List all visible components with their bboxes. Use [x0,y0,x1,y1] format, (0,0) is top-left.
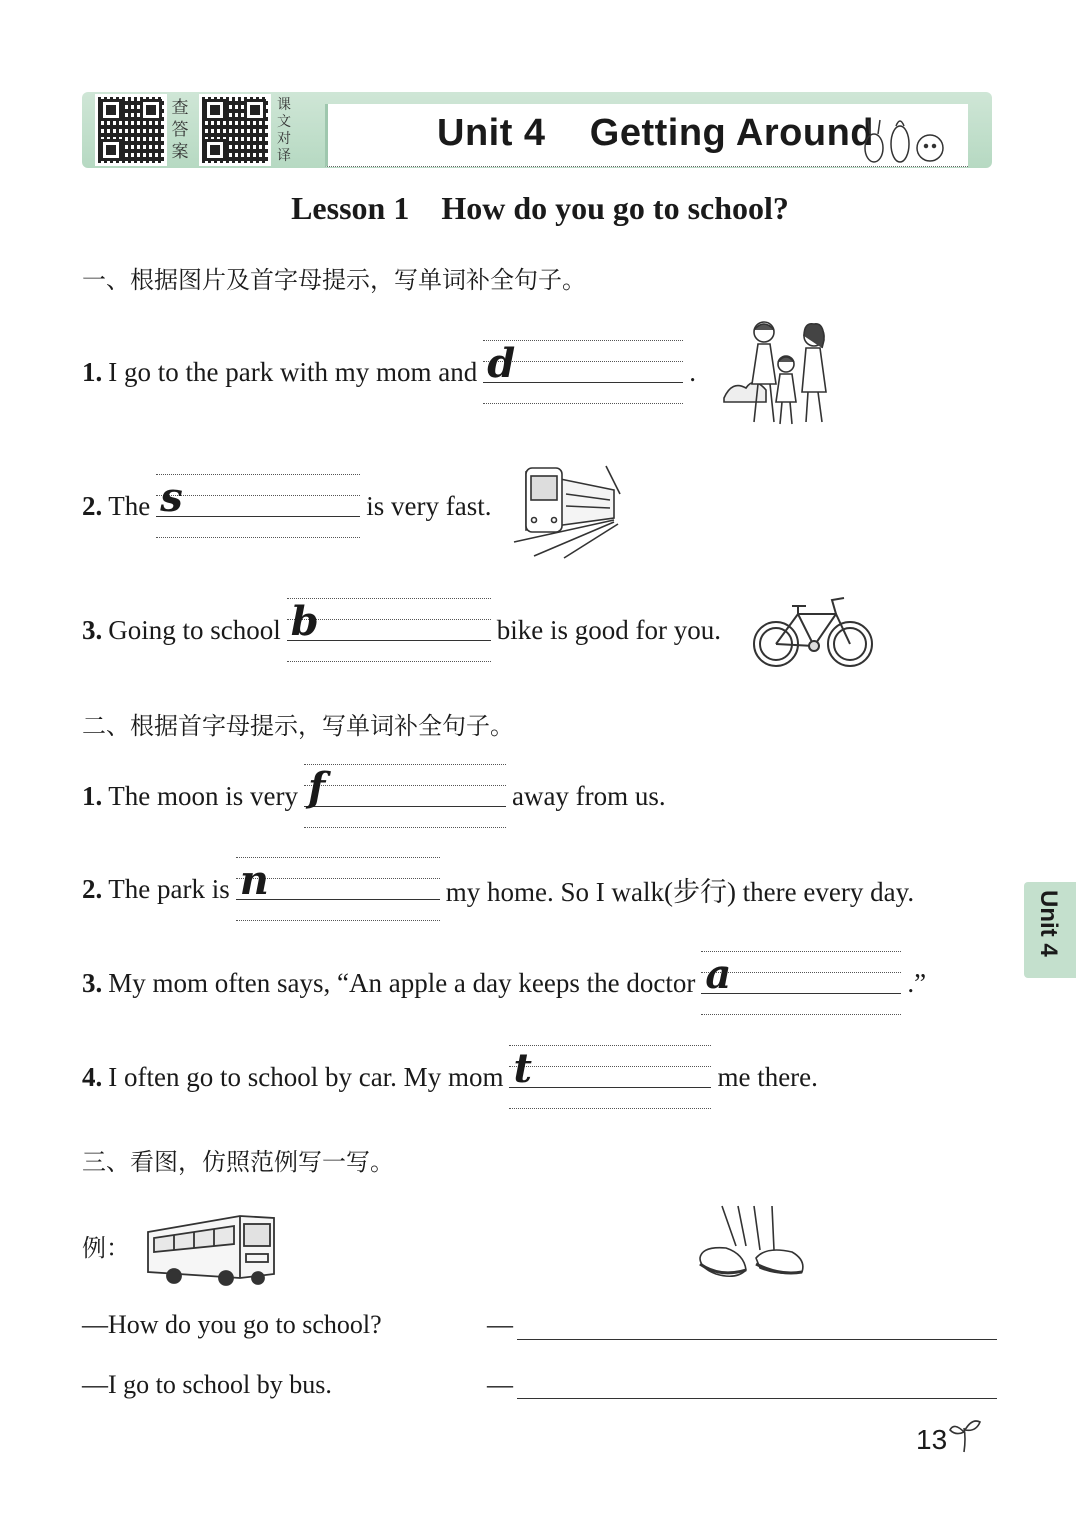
hint-letter: b [290,598,319,645]
walking-feet-illustration [696,1206,808,1284]
part1-heading: 一、根据图片及首字母提示，写单词补全句子。 [82,266,586,294]
part1-item-3: 3. Going to school b bike is good for you. [82,598,721,662]
page-number: 13 [916,1424,948,1455]
qr-label-translation: 课 文 对 译 [277,97,291,164]
example-label: 例： [82,1234,130,1262]
hint-letter: t [513,1045,532,1092]
answer-blank[interactable] [287,598,491,662]
part3-heading: 三、看图，仿照范例写一写。 [82,1148,394,1176]
part2-item-4: 4. I often go to school by car. My mom t me there. [82,1045,818,1109]
subway-train-illustration [514,460,624,558]
part2-item-3: 3. My mom often says, “An apple a day keeps the doctor a .” [82,951,926,1015]
family-walking-illustration [722,318,842,428]
sprout-icon [950,1418,982,1454]
hint-letter: a [705,951,732,998]
answer-blank[interactable] [483,340,683,404]
bicycle-illustration [752,592,874,672]
example-question: —How do you go to school? [82,1310,382,1339]
hint-letter: d [487,340,516,387]
hint-letter: n [239,857,269,904]
answer-blank[interactable] [509,1045,711,1109]
hint-letter: f [307,764,326,811]
part2-item-2: 2. The park is n my home. So I walk(步行) there every day. [82,857,914,921]
answer-blank[interactable] [304,764,506,828]
part1-item-1: 1. I go to the park with my mom and d . [82,340,696,404]
bus-illustration [144,1208,278,1288]
mascot-icons [860,108,950,168]
hint-letter: s [160,474,183,521]
answer-blank[interactable] [236,857,440,921]
part2-item-1: 1. The moon is very f away from us. [82,764,666,828]
part2-heading: 二、根据首字母提示，写单词补全句子。 [82,712,514,740]
answer-line-answer[interactable] [517,1398,997,1399]
answer-line-question[interactable] [517,1339,997,1340]
unit-side-tab: Unit 4 [1024,882,1076,978]
answer-blank[interactable] [701,951,901,1015]
qr-label-answers: 查 答 案 [171,98,189,162]
answer-dash: — [487,1370,513,1399]
unit-title: Unit 4 Getting Around [437,112,874,154]
qr-code-answers[interactable] [98,97,164,163]
answer-blank[interactable] [156,474,360,538]
answer-dash: — [487,1310,513,1339]
qr-code-translation[interactable] [202,97,268,163]
lesson-title: Lesson 1 How do you go to school? [291,190,789,226]
part1-item-2: 2. The s is very fast. [82,474,491,538]
example-answer: —I go to school by bus. [82,1370,332,1399]
